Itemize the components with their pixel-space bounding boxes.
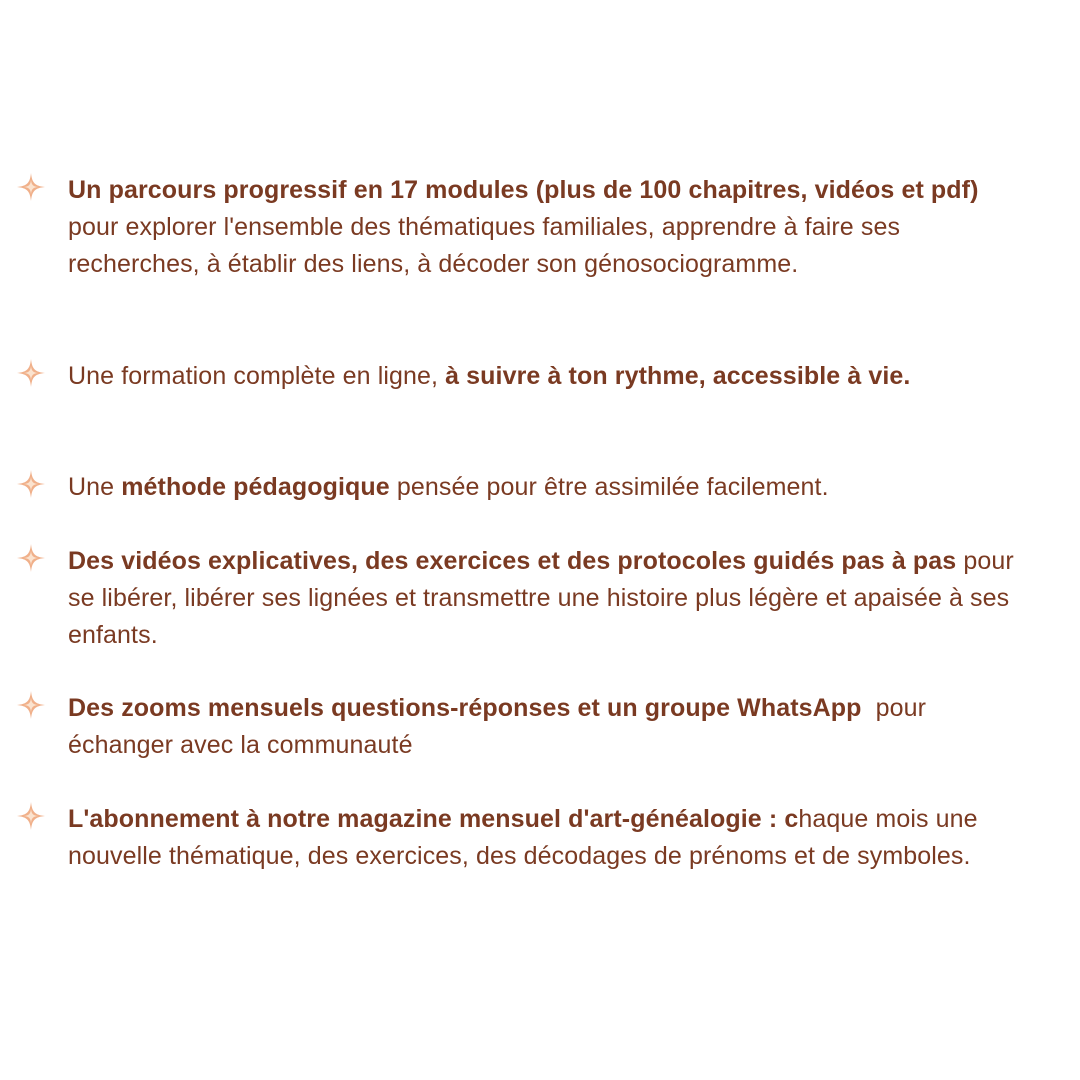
list-item [68,801,1018,875]
sparkle-star-icon [16,801,46,831]
sparkle-star-icon [16,690,46,720]
list-item [68,690,1018,764]
item-text: Une formation complète en ligne, [68,362,446,390]
item-text: pour échanger avec la communauté [68,694,934,759]
sparkle-star-icon [16,358,46,388]
item-text-bold: L'abonnement à notre magazine mensuel d'art-généalogie : c [68,805,799,833]
sparkle-star-icon [16,469,46,499]
item-text: haque mois une nouvelle thématique, des exercices, des décodages de prénoms et de symboles. [68,805,978,870]
item-text-bold: Des vidéos explicatives, des exercices et des protocoles guidés pas à pas [68,547,957,575]
sparkle-star-icon [16,172,46,202]
item-text-bold: Des zooms mensuels questions-réponses et un groupe WhatsApp [68,694,862,722]
item-text: pensée pour être assimilée facilement. [389,473,829,501]
item-text: pour se libérer, libérer ses lignées et transmettre une histoire plus légère et apaisée à ses enfants. [68,547,1014,649]
list-item [68,469,1018,506]
list-item [68,358,1018,395]
sparkle-star-icon [16,543,46,573]
item-text: pour explorer l'ensemble des thématiques familiales, apprendre à faire ses recherches, à établir des liens, à décoder son génosociogramme. [68,213,901,278]
item-text-bold: Un parcours progressif en 17 modules (plus de 100 chapitres, vidéos et pdf) [68,176,979,204]
item-text-bold: méthode pédagogique [121,473,390,501]
item-text: Une [68,473,122,501]
list-item [68,172,1018,283]
item-text-bold: à suivre à ton rythme, accessible à vie. [445,362,911,390]
list-item [68,543,1018,654]
